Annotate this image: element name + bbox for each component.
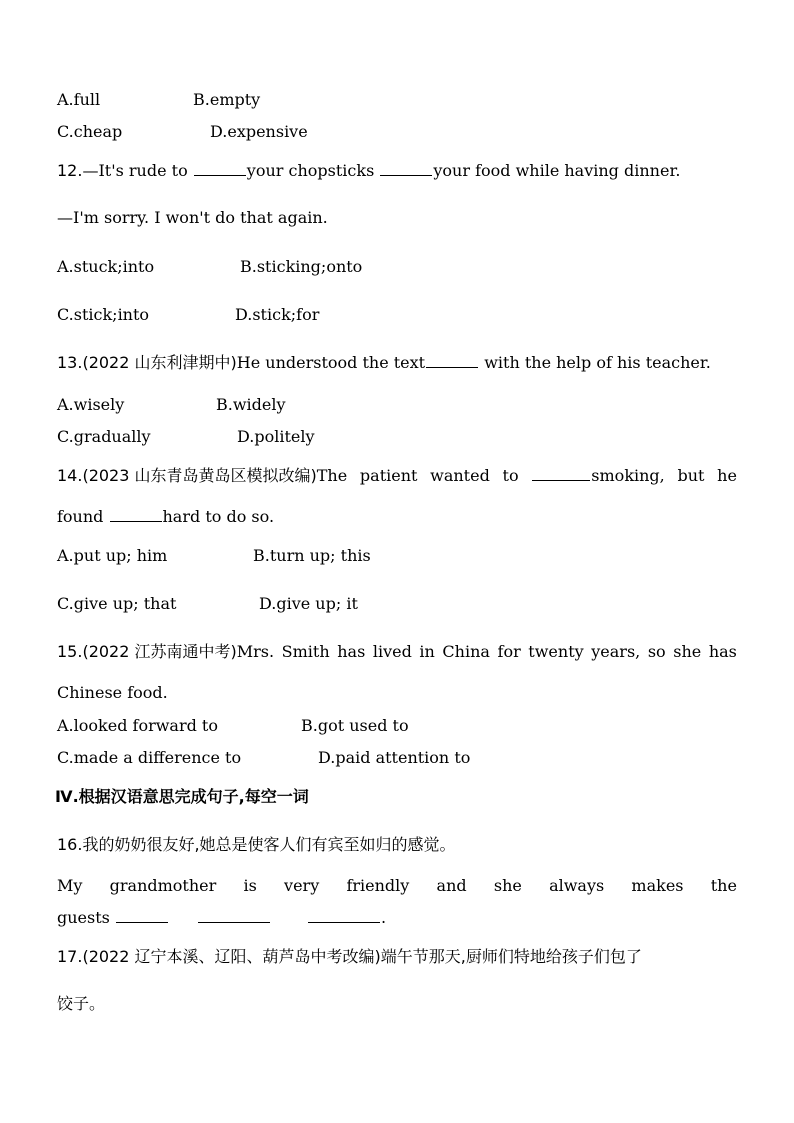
q15-stem bbox=[57, 641, 737, 663]
q14-stem bbox=[57, 465, 737, 487]
q15-option-d: D.paid attention to bbox=[318, 748, 471, 767]
q12-blank-1 bbox=[194, 161, 246, 176]
q13-option-a: A.wisely bbox=[57, 395, 125, 414]
q15-word: lived bbox=[372, 642, 412, 661]
q15-word: has bbox=[337, 642, 366, 661]
q17-number: 17. bbox=[57, 947, 83, 966]
q14-stem-line-2 bbox=[57, 506, 274, 528]
q16-word: the bbox=[710, 876, 737, 895]
q16-chinese bbox=[57, 834, 456, 856]
q17-source: (2022 辽宁本溪、辽阳、葫芦岛中考改编) bbox=[82, 947, 381, 966]
q16-chinese-text: 我的奶奶很友好,她总是使客人们有宾至如归的感觉。 bbox=[82, 835, 456, 854]
q14-blank-1 bbox=[532, 466, 590, 481]
q13-stem bbox=[57, 352, 711, 374]
q16-blank-1 bbox=[116, 908, 168, 923]
q12-option-d: D.stick;for bbox=[235, 305, 320, 324]
q12-number: 12. bbox=[57, 161, 83, 180]
q11-option-a: A.full bbox=[57, 90, 101, 109]
q13-blank bbox=[426, 353, 478, 368]
q14-word: The bbox=[316, 466, 348, 485]
q16-blank-2 bbox=[198, 908, 270, 923]
q16-blank-3 bbox=[308, 908, 380, 923]
q11-option-b: B.empty bbox=[193, 90, 261, 109]
q15-word: she bbox=[673, 642, 702, 661]
q17-chinese-line-1 bbox=[57, 946, 642, 968]
q16-english-line-1 bbox=[57, 875, 737, 897]
q16-number: 16. bbox=[57, 835, 83, 854]
q12-stem-part: —It's rude to bbox=[82, 161, 193, 180]
q15-option-c: C.made a difference to bbox=[57, 748, 242, 767]
q14-stem-part: hard to do so. bbox=[162, 507, 275, 526]
q14-blank-2 bbox=[110, 507, 162, 522]
q17-chinese-line-2: 饺子。 bbox=[57, 994, 106, 1013]
q14-word: but bbox=[677, 466, 705, 485]
q17-chinese-text: 端午节那天,厨师们特地给孩子们包了 bbox=[380, 947, 642, 966]
q14-option-a: A.put up; him bbox=[57, 546, 168, 565]
q14-word: patient bbox=[359, 466, 418, 485]
q14-word: to bbox=[502, 466, 519, 485]
q16-word: and bbox=[436, 876, 467, 895]
q16-english-line-2 bbox=[57, 907, 386, 929]
q12-reply: —I'm sorry. I won't do that again. bbox=[57, 208, 328, 227]
q15-word: so bbox=[647, 642, 666, 661]
q16-word: always bbox=[549, 876, 605, 895]
q12-option-c: C.stick;into bbox=[57, 305, 150, 324]
q16-word: My bbox=[57, 876, 83, 895]
q12-stem-part: your food while having dinner. bbox=[433, 161, 681, 180]
q15-word: Mrs. bbox=[236, 642, 275, 661]
q13-stem-part: with the help of his teacher. bbox=[479, 353, 711, 372]
q13-stem-part: He understood the text bbox=[236, 353, 426, 372]
q15-word: for bbox=[497, 642, 521, 661]
q15-option-b: B.got used to bbox=[301, 716, 409, 735]
q12-stem bbox=[57, 160, 680, 182]
q14-word: wanted bbox=[430, 466, 490, 485]
q12-stem-part: your chopsticks bbox=[246, 161, 380, 180]
q14-source: (2023 山东青岛黄岛区模拟改编) bbox=[82, 466, 317, 485]
q15-word: China bbox=[442, 642, 490, 661]
q16-word: is bbox=[243, 876, 257, 895]
q16-word: grandmother bbox=[109, 876, 217, 895]
q13-option-d: D.politely bbox=[237, 427, 315, 446]
q15-word: has bbox=[708, 642, 737, 661]
q16-word: friendly bbox=[346, 876, 410, 895]
q15-stem-line-2: Chinese food. bbox=[57, 683, 168, 702]
q15-word: twenty bbox=[528, 642, 584, 661]
q16-word: she bbox=[493, 876, 522, 895]
q13-option-b: B.widely bbox=[216, 395, 286, 414]
q13-source: (2022 山东利津期中) bbox=[82, 353, 237, 372]
q14-option-d: D.give up; it bbox=[259, 594, 358, 613]
q15-word: Smith bbox=[281, 642, 330, 661]
q15-option-a: A.looked forward to bbox=[57, 716, 218, 735]
q16-word: very bbox=[284, 876, 320, 895]
q14-word: he bbox=[717, 466, 737, 485]
q16-stem-part: guests bbox=[57, 908, 115, 927]
q16-word: makes bbox=[631, 876, 684, 895]
q14-lead bbox=[57, 465, 347, 487]
q15-number: 15. bbox=[57, 642, 83, 661]
q11-option-d: D.expensive bbox=[210, 122, 308, 141]
q13-option-c: C.gradually bbox=[57, 427, 151, 446]
q15-lead bbox=[57, 641, 274, 663]
q11-option-c: C.cheap bbox=[57, 122, 123, 141]
q14-option-c: C.give up; that bbox=[57, 594, 177, 613]
section-4-title: Ⅳ.根据汉语意思完成句子,每空一词 bbox=[55, 787, 309, 806]
q12-blank-2 bbox=[380, 161, 432, 176]
q14-number: 14. bbox=[57, 466, 83, 485]
q14-stem-part: found bbox=[57, 507, 109, 526]
q12-option-a: A.stuck;into bbox=[57, 257, 155, 276]
q13-number: 13. bbox=[57, 353, 83, 372]
q14-word bbox=[531, 465, 664, 487]
q15-word: in bbox=[419, 642, 435, 661]
q14-word-text: smoking, bbox=[591, 466, 665, 485]
q16-period: . bbox=[380, 908, 387, 927]
q15-word: years, bbox=[591, 642, 641, 661]
q14-option-b: B.turn up; this bbox=[253, 546, 371, 565]
q15-source: (2022 江苏南通中考) bbox=[82, 642, 237, 661]
q12-option-b: B.sticking;onto bbox=[240, 257, 363, 276]
